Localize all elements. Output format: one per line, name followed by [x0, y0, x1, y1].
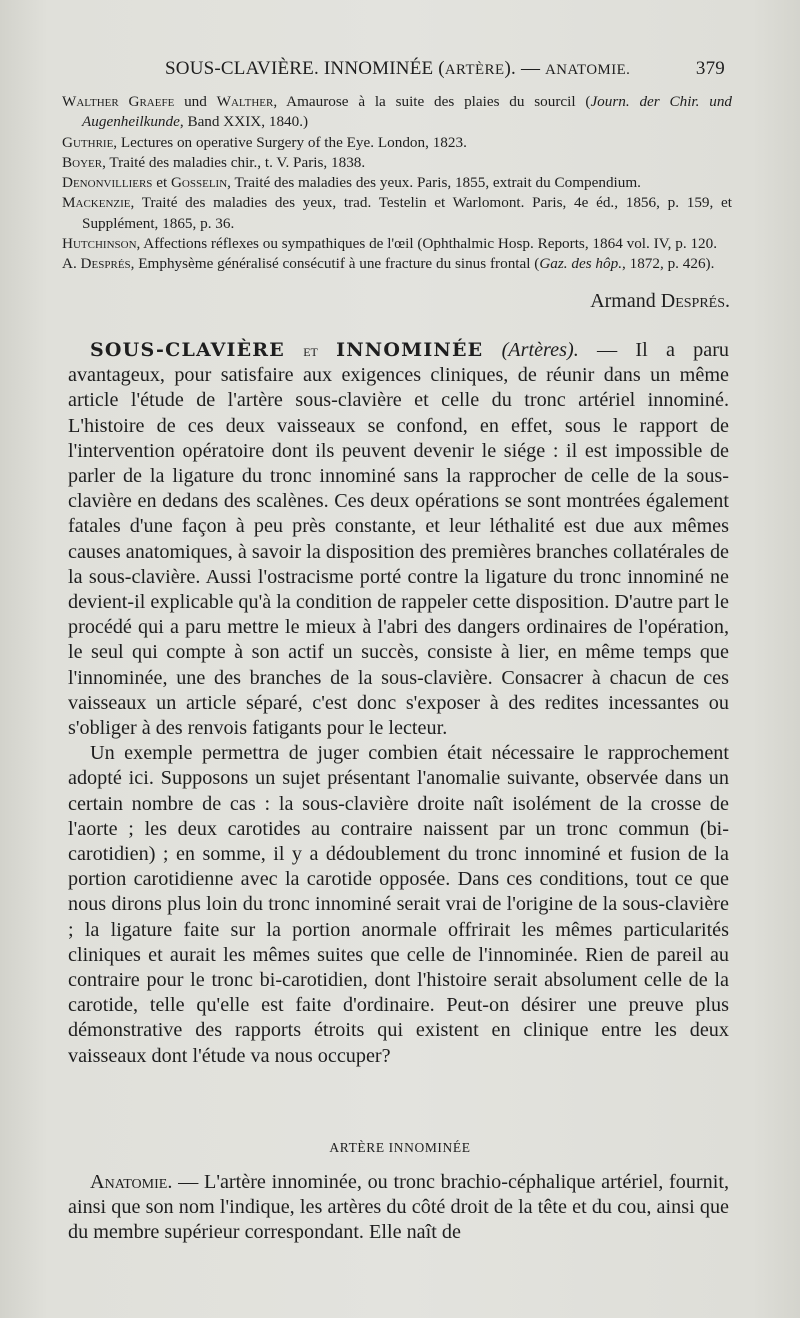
bib-entry-boyer: Boyer, Traité des maladies chir., t. V. Paris, 1838. [62, 153, 366, 171]
anatomy-lead: Anatomie. [90, 1171, 173, 1193]
bib-entry-graefe: Walther Graefe und Walther, Amaurose à la suite des plaies du sourcil (Journ. der Chir. und Augenheilkunde, Band XXIX, 1840.) [62, 93, 733, 131]
headword-sous-claviere: SOUS-CLAVIÈRE [90, 339, 285, 361]
bib-entry-despres: A. Després, Emphysème généralisé consécutif à une fracture du sinus frontal (Gaz. des hôp., 1872, p. 426). [62, 255, 715, 273]
page-number: 379 [695, 58, 725, 79]
article-paragraph-1: SOUS-CLAVIÈRE et INNOMINÉE (Artères). — Il a paru avantageux, pour satisfaire aux exigences cliniques, de réunir dans un même article l'étude de l'artère sous-clavière et celle du tronc artériel innominé. L'histoire de ces deux vaisseaux se confond, en effet, sous le rapport de l'intervention opératoire dont ils peuvent devenir le siége : il est impossible de parler de la ligature du tronc innominé sans la rapprocher de celle de la sous-clavière en dedans des scalènes. Ces deux opérations se sont montrées également fatales d'une façon à peu près constante, et leur léthalité est due aux mêmes causes anatomiques, à savoir la disposition des premières branches collatérales de la sous-clavière. Aussi l'ostracisme porté contre la ligature du tronc innominé ne devient-il explicable qu'à la condition de rappeler cette disposition. D'autre part le procédé qui a paru mettre le mieux à l'abri des dangers ordinaires de l'opération, le seul qui compte à son actif un succès, consiste à lier, en même temps que l'innominée, une des branches de la sous-clavière. Consacrer à chacun de ces vaisseaux un article séparé, c'est donc s'exposer à des redites incessantes ou s'obliger à des renvois fatigants pour le lecteur. [68, 339, 730, 740]
article-subtitle: (Artères). [501, 339, 579, 361]
bib-entry-hutchinson: Hutchinson, Affections réflexes ou sympathiques de l'œil (Ophthalmic Hosp. Reports, 1864 vol. IV, p. 120. [62, 235, 718, 253]
header-title: SOUS-CLAVIÈRE. INNOMINÉE (ARTÈRE). — ANATOMIE. [165, 58, 631, 79]
section-heading: ARTÈRE INNOMINÉE [329, 1140, 471, 1155]
bibliography [62, 92, 732, 275]
author-signature: Armand Després. [590, 290, 730, 312]
bib-entry-mackenzie: Mackenzie, Traité des maladies des yeux, trad. Testelin et Warlomont. Paris, 4e éd., 1856, p. 159, et Supplément, 1865, p. 36. [62, 194, 732, 232]
headword-innominee: INNOMINÉE [336, 339, 484, 361]
anatomy-paragraph: Anatomie. — L'artère innominée, ou tronc brachio-céphalique artériel, fournit, ainsi que son nom l'indique, les artères du côté droit de la tête et du cou, ainsi que du membre supérieur correspondant. Elle naît de [68, 1171, 729, 1244]
article-body [68, 338, 729, 1069]
bib-entry-denonvilliers: Denonvilliers et Gosselin, Traité des maladies des yeux. Paris, 1855, extrait du Compendium. [62, 174, 641, 192]
bib-entry-guthrie: Guthrie, Lectures on operative Surgery of the Eye. London, 1823. [62, 133, 467, 151]
article-paragraph-2: Un exemple permettra de juger combien était nécessaire le rapprochement adopté ici. Supposons un sujet présentant l'anomalie suivante, observée dans un certain nombre de cas : la sous-clavière droite naît isolément de la crosse de l'aorte ; les deux carotides au contraire naissent par un tronc commun (bi-carotidien) ; en somme, il y a dédoublement du tronc innominé et fusion de la portion carotidienne avec la carotide opposée. Dans ces conditions, tout ce que nous dirons plus loin du tronc innominé serait vrai de l'origine de la sous-clavière ; la ligature faite sur la portion anormale offrirait les mêmes particularités cliniques et aurait les mêmes suites que celle de l'innominée. Rien de pareil au contraire pour le tronc bi-carotidien, dont l'histoire serait absolument celle de la carotide, telle qu'elle est faite d'ordinaire. Peut-on désirer une preuve plus démonstrative des rapports étroits qui existent en clinique entre les deux vaisseaux dont l'étude va nous occuper? [68, 742, 729, 1067]
anatomy-section [68, 1170, 729, 1246]
